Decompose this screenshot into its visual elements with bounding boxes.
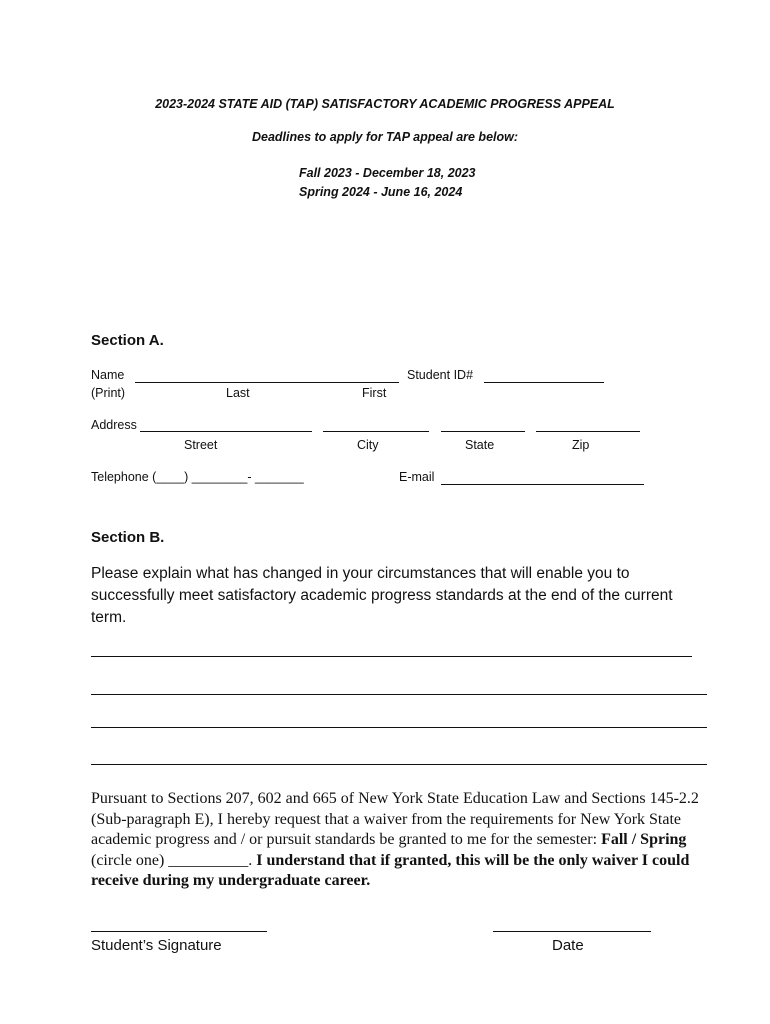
waiver-text: Pursuant to Sections 207, 602 and 665 of New York State Education Law and Sections 145-2.2 (Sub-paragraph E), I hereby request that a waiver from the requirements for New York State academic progress and / or pursuit standards be granted to me for the semester: — [91, 790, 699, 848]
answer-line-4[interactable] — [91, 764, 707, 765]
zip-field[interactable] — [536, 431, 640, 432]
student-signature-line[interactable] — [91, 931, 267, 932]
city-label: City — [357, 438, 379, 452]
street-field[interactable] — [140, 431, 312, 432]
date-label: Date — [552, 937, 584, 954]
section-b-heading: Section B. — [91, 529, 165, 546]
telephone-field[interactable]: Telephone (____) ________- _______ — [91, 470, 304, 484]
section-a-heading: Section A. — [91, 332, 164, 349]
city-field[interactable] — [323, 431, 429, 432]
state-label: State — [465, 438, 495, 452]
deadlines-heading: Deadlines to apply for TAP appeal are below: — [251, 130, 519, 144]
first-label: First — [362, 386, 387, 400]
answer-line-3[interactable] — [91, 727, 707, 728]
state-field[interactable] — [441, 431, 525, 432]
zip-label: Zip — [572, 438, 590, 452]
deadline-spring: Spring 2024 - June 16, 2024 — [299, 185, 463, 199]
student-id-label: Student ID# — [407, 368, 474, 382]
name-field[interactable] — [135, 382, 399, 383]
email-label: E-mail — [399, 470, 435, 484]
answer-line-2[interactable] — [91, 694, 707, 695]
street-label: Street — [184, 438, 218, 452]
print-label: (Print) — [91, 386, 126, 400]
waiver-statement — [91, 789, 711, 892]
address-label: Address — [91, 418, 137, 432]
waiver-acknowledgement: I understand that if granted, this will be the only waiver I could receive during my undergraduate career. — [91, 851, 690, 889]
section-b-prompt: Please explain what has changed in your circumstances that will enable you to successfully meet satisfactory academic progress standards at the end of the current term. — [91, 565, 673, 626]
form-title: 2023-2024 STATE AID (TAP) SATISFACTORY ACADEMIC PROGRESS APPEAL — [155, 97, 615, 111]
student-id-field[interactable] — [484, 382, 604, 383]
deadline-fall: Fall 2023 - December 18, 2023 — [299, 166, 476, 180]
name-label: Name — [91, 368, 125, 382]
answer-line-1[interactable] — [91, 656, 692, 657]
fall-spring-option[interactable]: Fall / Spring — [601, 831, 687, 848]
student-signature-label: Student’s Signature — [91, 937, 222, 954]
email-field[interactable] — [441, 484, 644, 485]
date-line[interactable] — [493, 931, 651, 932]
last-label: Last — [226, 386, 250, 400]
circle-one-text: (circle one) __________. — [91, 851, 257, 869]
